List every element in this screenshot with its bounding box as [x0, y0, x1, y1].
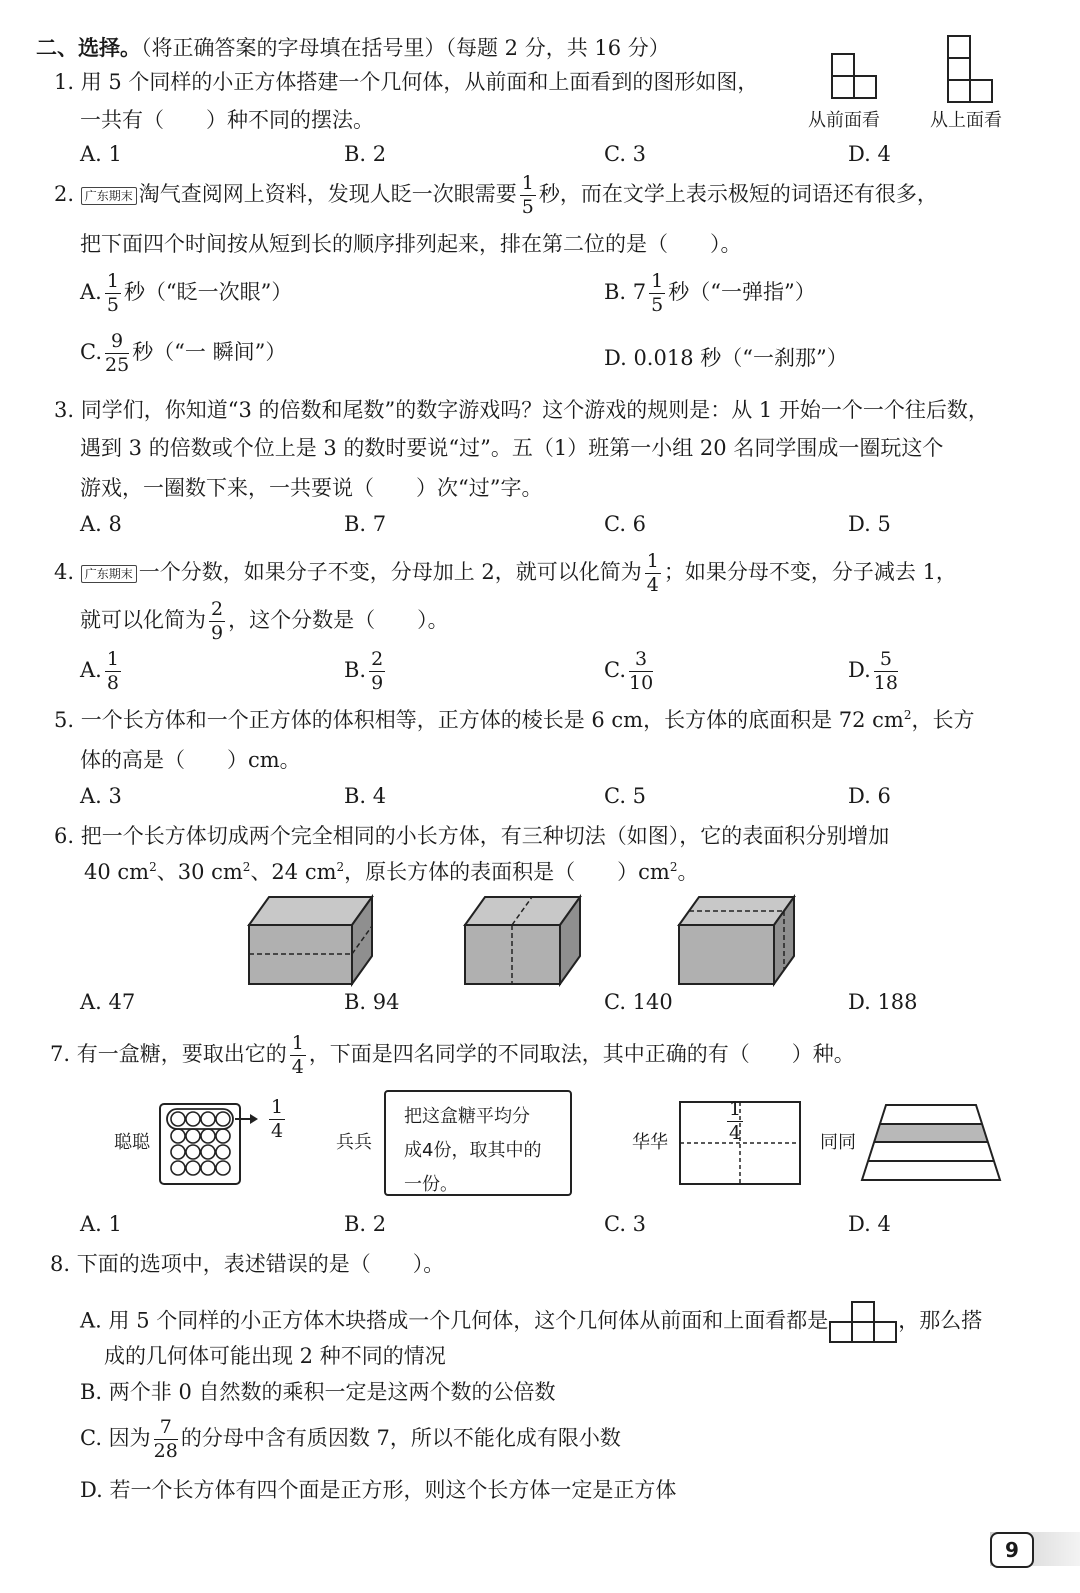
- q1-option-b: B. 2: [344, 142, 387, 166]
- q5-line2: 体的高是（ ）cm。: [80, 748, 301, 772]
- q7-box-line3: 一份。: [404, 1174, 458, 1195]
- q7-line1: 7. 有一盒糖，要取出它的 $\frac{1}{4}$ ，下面是四名同学的不同取法，其中正确的有（ ）种。: [50, 1032, 855, 1078]
- q1-line2: 一共有（ ）种不同的摆法。: [80, 108, 374, 132]
- q7-option-d: D. 4: [848, 1212, 891, 1236]
- q4-fraction-1: $\frac{1}{4}$: [646, 550, 659, 596]
- q7-congcong-fraction: $\frac{1}{4}$: [271, 1096, 284, 1142]
- q7-name-bingbing: 兵兵: [336, 1132, 372, 1153]
- section-header: [36, 32, 670, 62]
- q8-option-d: D. 若一个长方体有四个面是正方形，则这个长方体一定是正方体: [80, 1478, 677, 1502]
- page-number: 9: [990, 1532, 1034, 1568]
- q1-front-view-label: 从前面看: [808, 110, 880, 131]
- q8-option-a-line1: A. 用 5 个同样的小正方体木块搭成一个几何体，这个几何体从前面和上面看都是 ，那么搭: [80, 1300, 982, 1344]
- q6-option-c: C. 140: [604, 990, 673, 1014]
- q6-option-b: B. 94: [344, 990, 400, 1014]
- q7-option-a: A. 1: [80, 1212, 122, 1236]
- q5-option-c: C. 5: [604, 784, 647, 808]
- q4-fraction-2: $\frac{2}{9}$: [211, 598, 224, 644]
- q7-option-c: C. 3: [604, 1212, 647, 1236]
- q7-bingbing-speech-box: [384, 1090, 572, 1196]
- q5-line1: 5. 一个长方体和一个正方体的体积相等，正方体的棱长是 6 cm，长方体的底面积是 72 $cm^2$，长方: [54, 708, 975, 732]
- q3-option-c: C. 6: [604, 512, 647, 536]
- q3-line3: 游戏，一圈数下来，一共要说（ ）次“过”字。: [80, 476, 543, 500]
- q2-option-c: C. $\frac{9}{25}$ 秒（“一 瞬间”）: [80, 330, 287, 376]
- q3-option-d: D. 5: [848, 512, 891, 536]
- q7-box-line1: 把这盒糖平均分: [404, 1106, 530, 1127]
- q2-option-b: B. 7 $\frac{1}{5}$ 秒（“一弹指”）: [604, 270, 816, 316]
- q4-option-a: A. $\frac{1}{8}$: [80, 648, 119, 694]
- q4-option-c: C. $\frac{3}{10}$: [604, 648, 654, 694]
- q7-name-huahua: 华华: [632, 1132, 668, 1153]
- q7-name-congcong: 聪聪: [114, 1132, 150, 1153]
- q6-cuboid-vertical-cut: [462, 892, 584, 988]
- q1-front-view-figure: [830, 52, 880, 104]
- q6-line2: 40 $cm^2$、30 $cm^2$、24 $cm^2$，原长方体的表面积是（ ）$cm^2$。: [84, 860, 699, 884]
- q4-line1: 4. 广东期末 一个分数，如果分子不变，分母加上 2，就可以化简为 $\frac{1}{4}$ ；如果分母不变，分子减去 1，: [54, 550, 957, 596]
- q6-cuboid-horizontal-cut: [246, 892, 376, 988]
- q5-option-a: A. 3: [80, 784, 122, 808]
- q7-candy-box-figure: [158, 1102, 248, 1186]
- q7-trapezoid-figure: [858, 1100, 1004, 1182]
- q1-option-d: D. 4: [848, 142, 891, 166]
- q6-line1: 6. 把一个长方体切成两个完全相同的小长方体，有三种切法（如图），它的表面积分别增加: [54, 824, 890, 848]
- q4-option-d: D. $\frac{5}{18}$: [848, 648, 898, 694]
- q3-option-b: B. 7: [344, 512, 387, 536]
- q8-line1: 8. 下面的选项中，表述错误的是（ ）。: [50, 1252, 445, 1276]
- q1-top-view-figure: [946, 34, 996, 106]
- q7-huahua-fraction: $\frac{1}{4}$: [729, 1098, 742, 1144]
- q7-fraction: $\frac{1}{4}$: [291, 1032, 304, 1078]
- q4-option-b: B. $\frac{2}{9}$: [344, 648, 384, 694]
- section-title: 二、选择。: [36, 35, 141, 60]
- q6-option-d: D. 188: [848, 990, 918, 1014]
- source-tag: 广东期末: [81, 187, 137, 205]
- q8-option-a-line2: 成的几何体可能出现 2 种不同的情况: [104, 1344, 446, 1368]
- q2-number: 2.: [54, 182, 75, 206]
- q5-option-d: D. 6: [848, 784, 891, 808]
- q3-line1: 3. 同学们，你知道“3 的倍数和尾数”的数字游戏吗？这个游戏的规则是：从 1 开始一个一个往后数，: [54, 398, 989, 422]
- q2-text-a: 淘气查阅网上资料，发现人眨一次眼需要: [138, 182, 517, 206]
- q8-option-c: C. 因为 $\frac{7}{28}$ 的分母中含有质因数 7，所以不能化成有限小数: [80, 1416, 621, 1462]
- q1-option-a: A. 1: [80, 142, 122, 166]
- q6-option-a: A. 47: [80, 990, 136, 1014]
- q1-option-c: C. 3: [604, 142, 647, 166]
- q2-line2: 把下面四个时间按从短到长的顺序排列起来，排在第二位的是（ ）。: [80, 232, 742, 256]
- q3-line2: 遇到 3 的倍数或个位上是 3 的数时要说“过”。五（1）班第一小组 20 名同学围成一圈玩这个: [80, 436, 944, 460]
- section-instruction: （将正确答案的字母填在括号里）（每题 2 分，共 16 分）: [141, 36, 670, 60]
- q4-line2: 就可以化简为 $\frac{2}{9}$ ，这个分数是（ ）。: [80, 598, 449, 644]
- q2-line1: [54, 174, 938, 217]
- q1-top-view-label: 从上面看: [930, 110, 1002, 131]
- q8-option-b: B. 两个非 0 自然数的乘积一定是这两个数的公倍数: [80, 1380, 556, 1404]
- q1-line1: 1. 用 5 个同样的小正方体搭建一个几何体，从前面和上面看到的图形如图，: [54, 70, 759, 94]
- q2-option-a: A. $\frac{1}{5}$ 秒（“眨一次眼”）: [80, 270, 293, 316]
- q7-name-tongtong: 同同: [820, 1132, 856, 1153]
- q7-option-b: B. 2: [344, 1212, 387, 1236]
- q2-fraction: $\frac{1}{5}$: [521, 172, 534, 218]
- q7-box-line2: 成4份，取其中的: [404, 1140, 542, 1161]
- q6-cuboid-depth-cut: [676, 892, 798, 988]
- q2-option-d: D. 0.018 秒（“一刹那”）: [604, 346, 848, 370]
- q2-text-b: 秒，而在文学上表示极短的词语还有很多，: [538, 182, 938, 206]
- q8-view-figure: [828, 1300, 898, 1344]
- q3-option-a: A. 8: [80, 512, 122, 536]
- q5-option-b: B. 4: [344, 784, 387, 808]
- source-tag: 广东期末: [81, 565, 137, 583]
